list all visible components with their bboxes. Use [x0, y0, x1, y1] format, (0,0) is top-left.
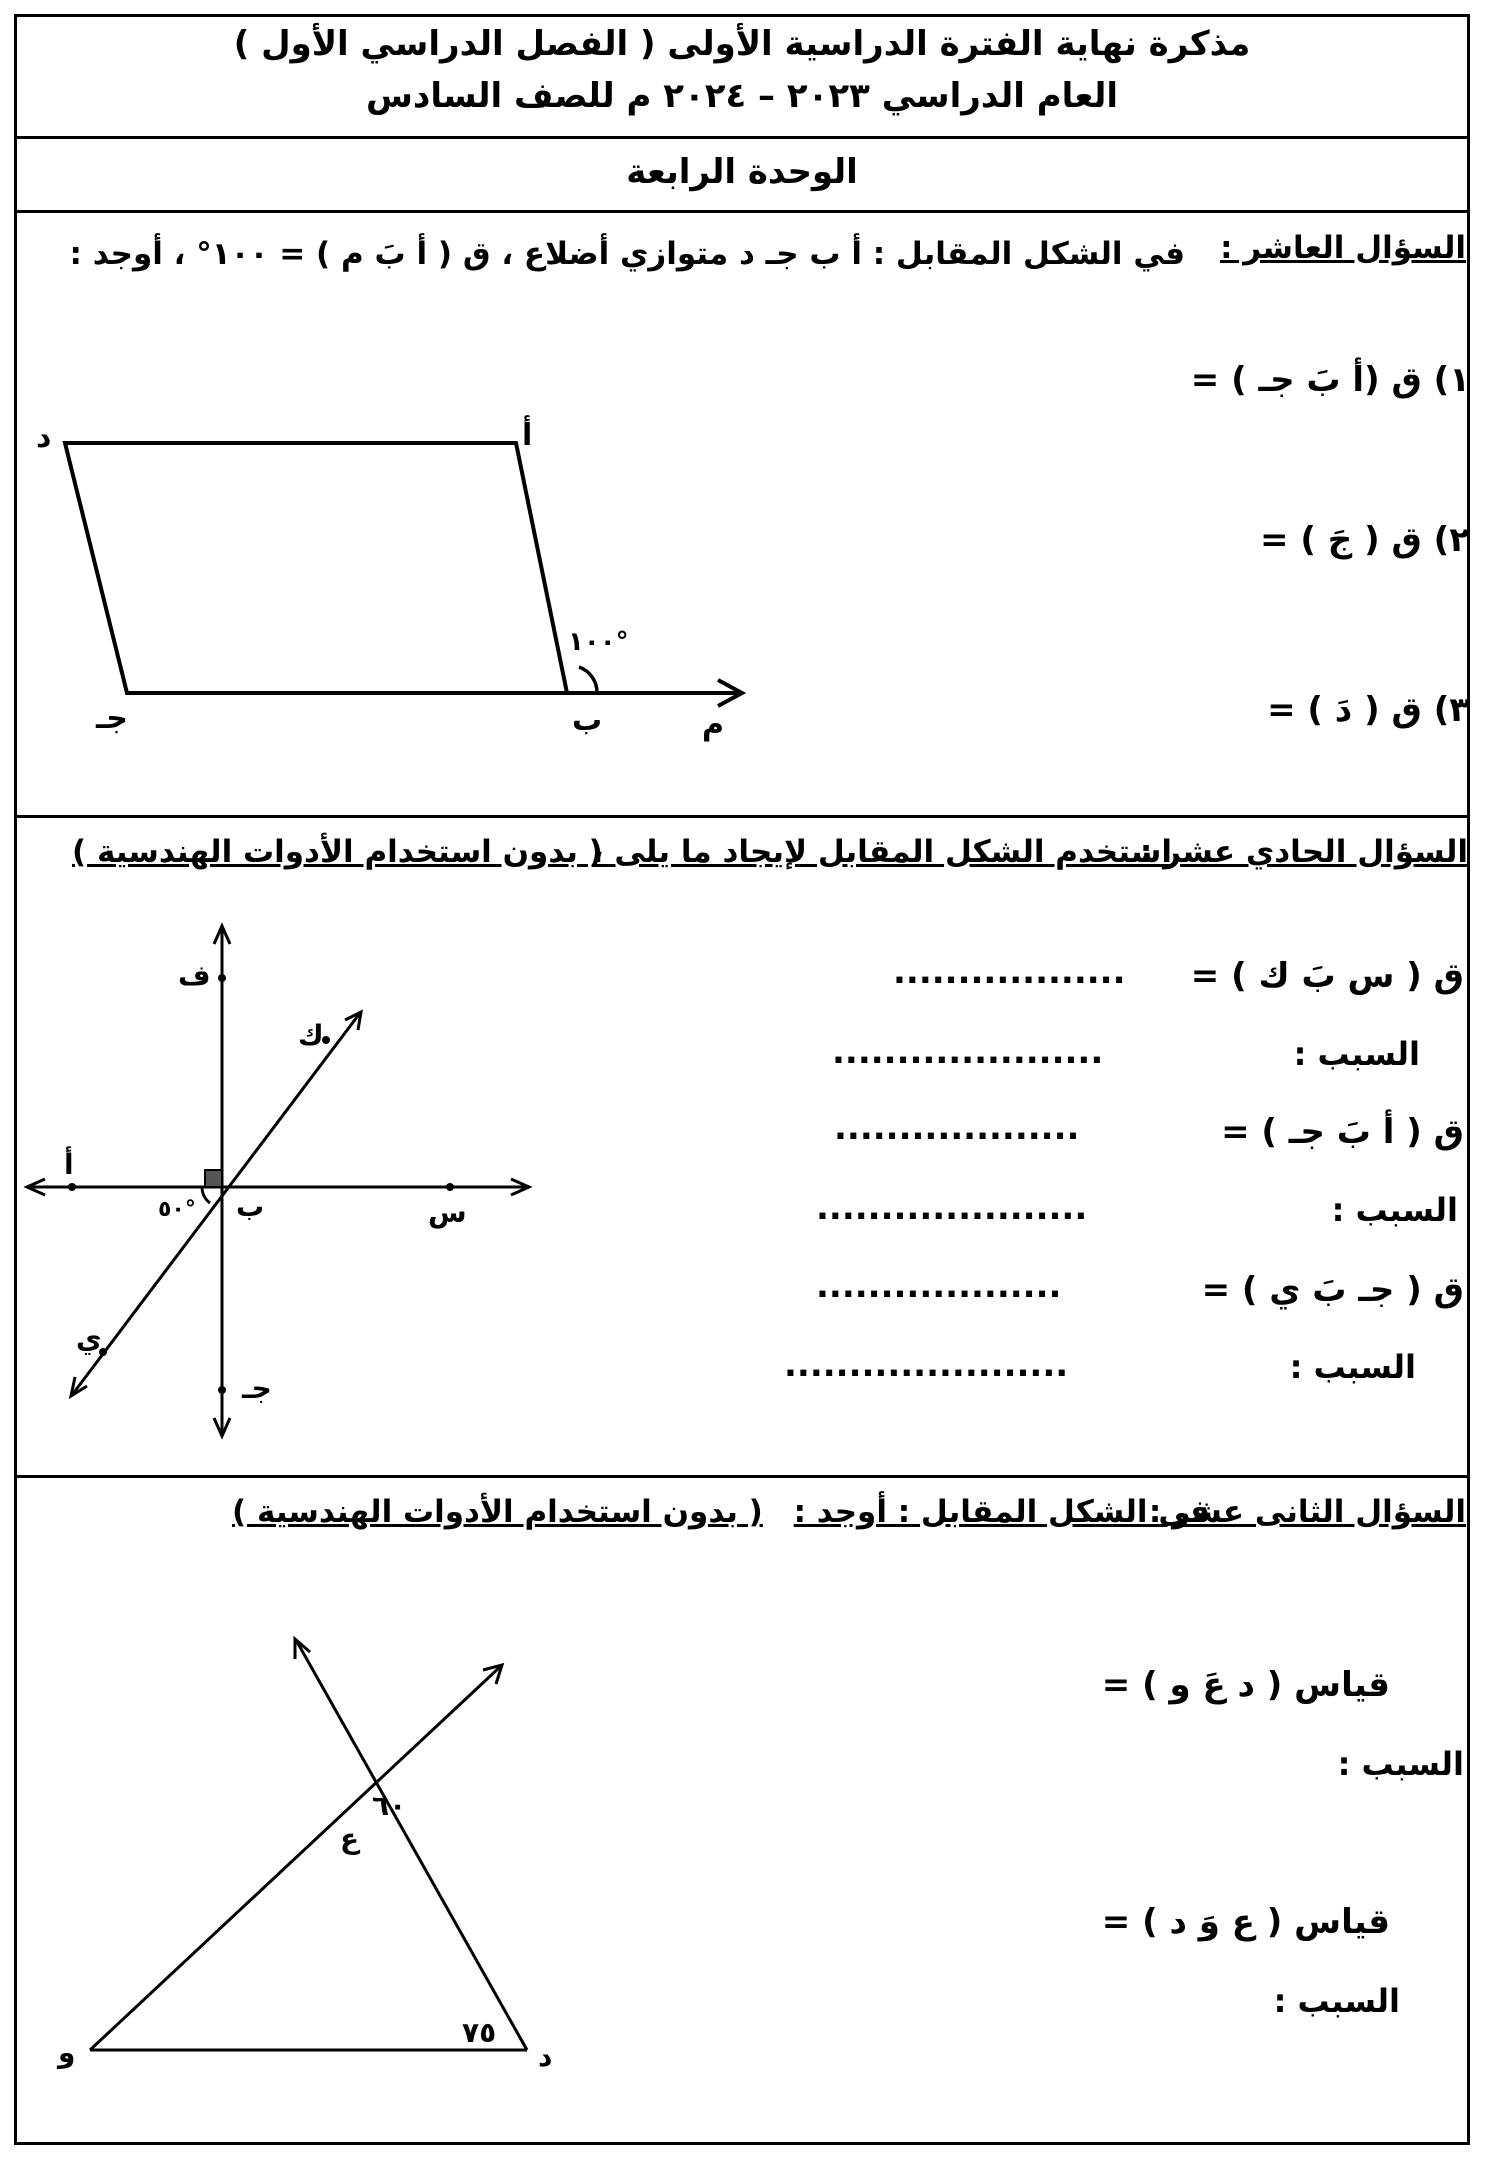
q12-prompt: فى الشكل المقابل : أوجد : [793, 1494, 1210, 1530]
q11-note: ( بدون استخدام الأدوات الهندسية ) [72, 834, 603, 870]
q11-q1: ق ( س بَ ك ) = [1190, 956, 1464, 996]
q12-q2: قياس ( ع وَ د ) = [1101, 1902, 1390, 1942]
header-year: العام الدراسي ٢٠٢٣ – ٢٠٢٤ م للصف السادس [365, 76, 1119, 116]
q11-dots-2: ................... [834, 1108, 1080, 1148]
q12-q1: قياس ( د عَ و ) = [1101, 1665, 1390, 1705]
vertex-label-j: جـ [96, 701, 128, 736]
unit-title: الوحدة الرابعة [626, 152, 858, 192]
vertex-label-m: م [702, 707, 724, 742]
q11-reason-dots-2: ..................... [816, 1188, 1088, 1228]
q11-dots-1: .................. [893, 952, 1126, 992]
q11-reason-dots-1: ..................... [832, 1032, 1104, 1072]
header-title: مذكرة نهاية الفترة الدراسية الأولى ( الفصل الدراسي الأول ) [233, 24, 1251, 64]
angle-label-50: ٥٠° [158, 1197, 196, 1222]
vertex-label-b: ب [572, 703, 603, 738]
q11-reason-2: السبب : [1331, 1191, 1458, 1229]
line-through-w [90, 1666, 501, 2050]
angle-label: ١٠٠° [568, 627, 629, 657]
vertex-label-d: د [36, 420, 52, 455]
q10-item-2: ٢) ق ( جَ ) = [1260, 520, 1470, 560]
q12-label: السؤال الثانى عشر : [1148, 1494, 1466, 1530]
q12-reason-2: السبب : [1273, 1982, 1400, 2020]
label-d: د [538, 2040, 553, 2073]
angle-label-60: ٦٠ [372, 1789, 407, 1822]
label-k: ك [298, 1019, 324, 1052]
q11-prompt: استخدم الشكل المقابل لإيجاد ما يلى ، [591, 834, 1172, 870]
q11-q2: ق ( أ بَ جـ ) = [1221, 1112, 1464, 1152]
vertex-label-a: أ [522, 418, 533, 453]
label-w: و [58, 2036, 76, 2069]
label-b: ب [236, 1190, 265, 1223]
q11-reason-1: السبب : [1293, 1035, 1420, 1073]
line-through-d [296, 1640, 527, 2050]
q10-item-3: ٣) ق ( دَ ) = [1267, 690, 1470, 730]
q10-prompt: في الشكل المقابل : أ ب جـ د متوازي أضلاع ، ق ( أ بَ م ) = ١٠٠° ، أوجد : [69, 236, 1185, 272]
label-y: ي [76, 1322, 102, 1355]
angle-label-75: ٧٥ [462, 2016, 497, 2049]
q12-note: ( بدون استخدام الأدوات الهندسية ) [232, 1494, 763, 1530]
q11-reason-dots-3: ...................... [784, 1345, 1069, 1385]
q11-dots-3: ................... [816, 1266, 1062, 1306]
label-j: جـ [242, 1372, 272, 1405]
q10-label: السؤال العاشر : [1220, 230, 1466, 266]
label-ain: ع [340, 1822, 360, 1855]
q12-reason-1: السبب : [1337, 1745, 1464, 1783]
label-a: أ [64, 1148, 74, 1181]
q11-q3: ق ( جـ بَ ي ) = [1201, 1270, 1464, 1310]
q10-item-1: ١) ق (أ بَ جـ ) = [1190, 360, 1470, 400]
q11-label: السؤال الحادي عشر : [1139, 834, 1468, 870]
label-f: ف [178, 959, 211, 992]
q11-reason-3: السبب : [1289, 1348, 1416, 1386]
label-s: س [428, 1196, 467, 1229]
